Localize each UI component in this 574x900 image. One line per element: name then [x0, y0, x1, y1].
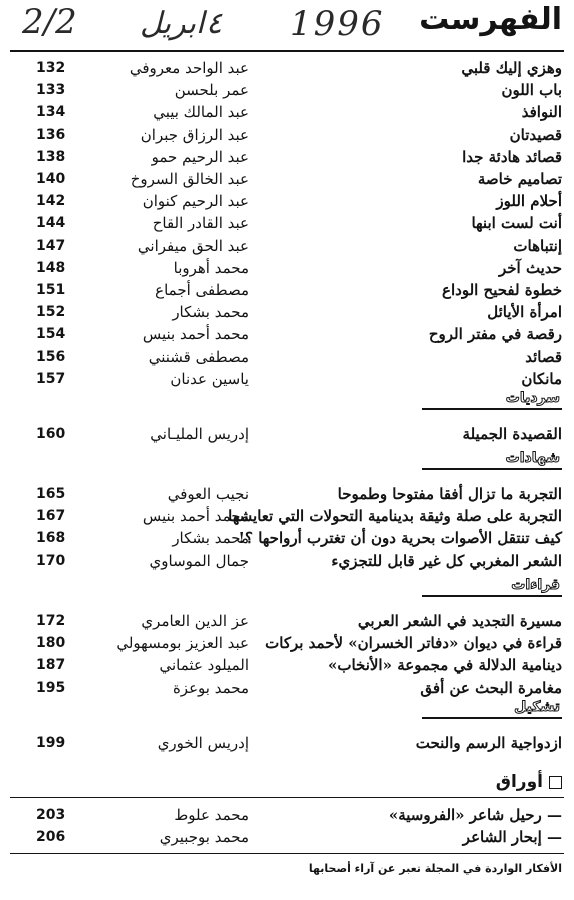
entry-author: ياسين عدنان — [170, 369, 249, 388]
entry-author: محمد أحمد بنيس — [142, 325, 249, 344]
section-underline — [422, 717, 562, 719]
section-underline — [422, 408, 562, 410]
entry-author: نجيب العوفي — [167, 485, 249, 503]
entry-author: محمد بوجبيري — [159, 828, 249, 847]
entry-title: قصائد — [525, 347, 562, 366]
section-label: سرديات — [505, 390, 560, 406]
entry-title: مانكان — [521, 369, 562, 388]
entry-title: — إبحار الشاعر — [462, 828, 562, 847]
toc-row — [0, 190, 574, 212]
awraq-divider — [10, 797, 564, 798]
entry-page: 154 — [36, 326, 66, 343]
entry-page: 206 — [36, 829, 66, 846]
entry-page: 180 — [36, 635, 66, 652]
toc-row — [0, 235, 574, 257]
page-header — [0, 0, 574, 62]
entry-page: 168 — [36, 530, 66, 547]
entry-author: محمد علوط — [174, 806, 249, 824]
toc-row — [0, 168, 574, 190]
entry-author: إدريس الخوري — [157, 734, 249, 752]
toc-row — [0, 323, 574, 345]
toc-row — [0, 527, 574, 549]
entry-title: التجربة على صلة وثيقة بدينامية التحولات التي تعايشها — [228, 507, 562, 526]
entry-title: إنتباهات — [513, 236, 562, 255]
entry-page: 167 — [36, 508, 66, 525]
entry-page: 152 — [36, 304, 66, 321]
entry-title: باب اللون — [501, 81, 562, 100]
toc-row — [0, 505, 574, 527]
entry-author: إدريس المليـاني — [150, 425, 249, 443]
entry-page: 203 — [36, 807, 66, 823]
entry-author: عبد الرحيم حمو — [151, 147, 249, 166]
entry-title: النوافذ — [521, 103, 562, 122]
entry-author: محمد بوعزة — [172, 678, 249, 697]
entry-page: 151 — [36, 282, 66, 298]
entry-title: قراءة في ديوان «دفاتر الخسران» لأحمد بركات — [265, 634, 562, 653]
entry-page: 138 — [36, 148, 66, 165]
toc-row — [0, 610, 574, 632]
entry-page: 187 — [36, 657, 66, 674]
awraq-heading — [496, 772, 562, 792]
toc-row — [0, 301, 574, 323]
entry-author: عبد الواحد معروفي — [129, 59, 249, 77]
toc-row — [0, 79, 574, 101]
awraq-label: أوراق — [495, 772, 543, 792]
entry-author: عبد الرزاق جبران — [140, 125, 249, 144]
toc-row — [0, 368, 574, 390]
toc-row — [0, 212, 574, 234]
footer-note: الأفكار الواردة في المجلة تعبر عن آراء أصحابها — [308, 862, 562, 875]
entry-author: محمد بشكار — [172, 303, 249, 322]
entry-title: رقصة في مفتر الروح — [428, 325, 562, 344]
entry-title: مسيرة التجديد في الشعر العربي — [357, 612, 562, 630]
entry-title: التجربة ما تزال أفقا مفتوحا وطموحا — [337, 485, 562, 503]
entry-title: دينامية الدلالة في مجموعة «الأنخاب» — [327, 656, 562, 675]
section-heading — [412, 392, 562, 416]
handwritten-number: ٤ — [206, 6, 223, 41]
entry-title: قصائد هادئة جدا — [462, 147, 562, 166]
entry-page: 144 — [36, 215, 66, 232]
toc-row — [0, 257, 574, 279]
entry-author: مصطفى أجماع — [155, 281, 249, 299]
footer-divider — [10, 853, 564, 854]
entry-page: 133 — [36, 82, 66, 99]
entry-page: 147 — [36, 237, 66, 254]
entry-title: امرأة الأيائل — [487, 303, 562, 322]
entry-page: 195 — [36, 679, 66, 696]
toc-row — [0, 677, 574, 699]
entry-title: ازدواجية الرسم والنحت — [415, 734, 562, 752]
toc-row — [0, 101, 574, 123]
entry-title: خطوة لفحيح الوداع — [442, 281, 562, 299]
toc-row — [0, 279, 574, 301]
entry-title: قصيدتان — [509, 125, 562, 144]
entry-title: كيف تنتقل الأصوات بحرية دون أن تغترب أرواحها ؟! — [238, 529, 562, 548]
entry-page: 157 — [36, 370, 66, 387]
section-label: قراءات — [511, 577, 560, 593]
entry-title: حديث آخر — [499, 258, 562, 277]
entry-page: 160 — [36, 426, 66, 442]
section-heading — [412, 701, 562, 725]
entry-page: 136 — [36, 126, 66, 143]
toc-row — [0, 57, 574, 79]
section-underline — [422, 595, 562, 597]
toc-row — [0, 483, 574, 505]
entry-author: عبد القادر القاح — [152, 214, 249, 233]
entry-title: مغامرة البحث عن أفق — [420, 678, 562, 697]
toc-row — [0, 124, 574, 146]
entry-page: 142 — [36, 193, 66, 210]
section-label: شهادات — [505, 450, 560, 466]
entry-author: عبد العزيز بومسهولي — [116, 634, 249, 653]
entry-author: جمال الموساوي — [149, 551, 249, 570]
toc-row — [0, 804, 574, 826]
page-title: الفهرست — [419, 2, 562, 37]
toc-row — [0, 654, 574, 676]
checkbox-square-icon — [549, 776, 562, 789]
entry-title: تصاميم خاصة — [477, 170, 562, 188]
entry-page: 132 — [36, 60, 66, 76]
entry-page: 170 — [36, 552, 66, 569]
entry-page: 199 — [36, 735, 66, 751]
toc-row — [0, 732, 574, 754]
toc-row — [0, 346, 574, 368]
entry-author: محمد أحمد بنيس — [142, 507, 249, 526]
entry-title: القصيدة الجميلة — [462, 425, 562, 443]
entry-author: عبد الخالق السروخ — [130, 170, 249, 188]
section-heading — [412, 452, 562, 476]
entry-author: عمر بلحسن — [174, 81, 249, 100]
handwritten-year: 1996 — [290, 4, 385, 44]
section-underline — [422, 468, 562, 470]
entry-page: 172 — [36, 613, 66, 629]
entry-title: أنت لست ابنها — [471, 214, 562, 233]
entry-title: وهزي إليك قلبي — [461, 59, 562, 77]
entry-author: محمد بشكار — [172, 529, 249, 548]
toc-row — [0, 550, 574, 572]
handwritten-month: ابريل — [140, 6, 205, 41]
entry-page: 156 — [36, 348, 66, 365]
entry-page: 148 — [36, 259, 66, 276]
entry-author: عبد المالك بيبي — [153, 103, 249, 122]
entry-page: 165 — [36, 486, 66, 502]
toc-row — [0, 826, 574, 848]
entry-title: الشعر المغربي كل غير قابل للتجزيء — [331, 551, 562, 570]
entry-author: الميلود عثماني — [159, 656, 249, 675]
header-divider — [10, 50, 564, 52]
entry-author: عبد الحق ميفراني — [137, 236, 249, 255]
section-label: تشكيل — [514, 699, 560, 715]
handwritten-issue: 2/2 — [22, 2, 77, 42]
entry-author: عبد الرحيم كنوان — [142, 192, 249, 211]
entry-page: 134 — [36, 104, 66, 121]
entry-page: 140 — [36, 171, 66, 187]
entry-author: محمد أهروبا — [173, 258, 249, 277]
toc-row — [0, 632, 574, 654]
entry-author: مصطفى قشنني — [148, 347, 249, 366]
entry-title: — رحيل شاعر «الفروسية» — [388, 806, 562, 824]
entry-title: أحلام اللوز — [496, 192, 562, 211]
section-heading — [412, 579, 562, 603]
toc-row — [0, 146, 574, 168]
entry-author: عز الدين العامري — [141, 612, 249, 630]
toc-row — [0, 423, 574, 445]
